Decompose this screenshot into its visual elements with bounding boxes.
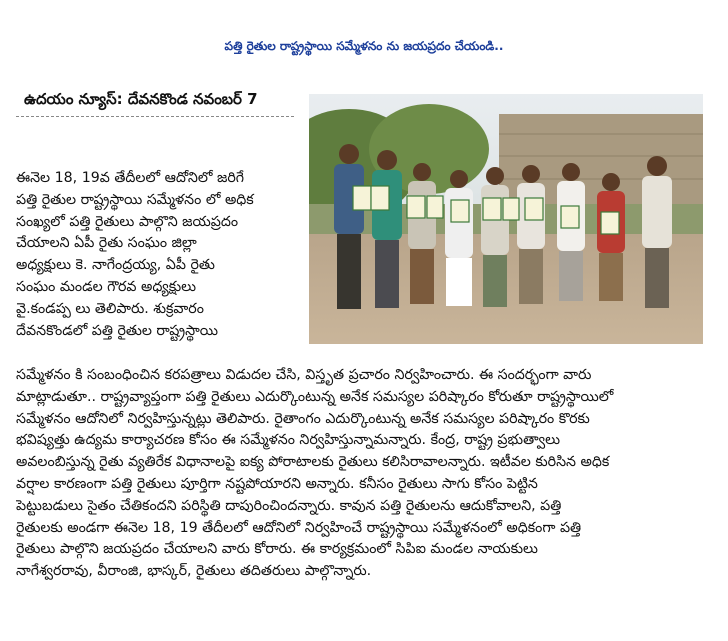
article-line: పత్తి రైతుల రాష్ట్రస్థాయి సమ్మేళనం లో అధిక (16, 191, 254, 208)
headline: పత్తి రైతుల రాష్ట్రస్థాయి సమ్మేళనం ను జయప్రదం చేయండి.. (224, 39, 504, 53)
article-line: సమ్మేళనం కి సంబంధించిన కరపత్రాలు విడుదల చేసి, విస్తృత ప్రచారం నిర్వహించారు. ఈ సందర్భంగా వారు (16, 367, 592, 383)
article-line: భవిష్యత్తు ఉద్యమ కార్యాచరణ కోసం ఈ సమ్మేళనం నిర్వహిస్తున్నామన్నారు. కేంద్ర, రాష్ట్ర ప్రభుత్వాలు (16, 432, 561, 449)
article-line: సంఖ్యలో పత్తి రైతులు పాల్గొని జయప్రదం (16, 213, 239, 230)
article-line: సంఘం మండల గౌరవ అధ్యక్షులు (16, 278, 197, 295)
article-line: అధ్యక్షులు కె. నాగేంద్రయ్య, ఏపీ రైతు (16, 257, 215, 274)
article-line: సమ్మేళనం ఆదోనిలో నిర్వహిస్తున్నట్లు తెలిపారు. రైతాంగం ఎదుర్కొంటున్న అనేక సమస్యల పరిష్కారం కొరకు (16, 410, 590, 427)
article-column-text (16, 168, 298, 342)
dateline: ఉదయం న్యూస్: దేవనకొండ నవంబర్ 7 (24, 90, 258, 108)
news-photo (309, 94, 703, 344)
article-line: మాట్లాడుతూ.. రాష్ట్రవ్యాప్తంగా పత్తి రైతులు ఎదుర్కొంటున్న అనేక సమస్యల పరిష్కారం కోరుతూ రాష్ట్రస్థాయిలో (16, 388, 614, 405)
article-line: వై.కండప్ప లు తెలిపారు. శుక్రవారం (16, 300, 204, 317)
article-line: పెట్టుబడులు సైతం చేతికందని పరిస్థితి దాపురించిందన్నారు. కావున పత్తి రైతులను ఆదుకోవాలని, పత్తి (16, 497, 562, 514)
dateline-divider (16, 116, 294, 117)
article-line: నాగేశ్వరరావు, వీరాంజి, భాస్కర్, రైతులు తదితరులు పాల్గొన్నారు. (16, 563, 372, 580)
article-line: వర్షాల కారణంగా పత్తి రైతులు పూర్తిగా నష్టపోయారని అన్నారు. కనీసం రైతులు సాగు కోసం పెట్టిన (16, 475, 538, 492)
article-full-text (16, 365, 708, 583)
article-line: దేవనకొండలో పత్తి రైతుల రాష్ట్రస్థాయి (16, 322, 219, 339)
article-line: చేయాలని ఏపీ రైతు సంఘం జిల్లా (16, 235, 197, 252)
article-line: రైతులు పాల్గొని జయప్రదం చేయాలని వారు కోరారు. ఈ కార్యక్రమంలో సిపిఐ మండల నాయకులు (16, 541, 538, 558)
article-line: ఈనెల 18, 19వ తేదీలలో ఆదోనిలో జరిగే (16, 170, 245, 186)
article-line: రైతులకు అండగా ఈనెల 18, 19 తేదీలలో ఆదోనిలో నిర్వహించే రాష్ట్రస్థాయి సమ్మేళనంలో అధికంగా పత్తి (16, 519, 582, 536)
article-line: అవలంబిస్తున్న రైతు వ్యతిరేక విధానాలపై ఐక్య పోరాటాలకు రైతులు కలిసిరావాలన్నారు. ఇటీవల కురిసిన అధిక (16, 454, 610, 471)
